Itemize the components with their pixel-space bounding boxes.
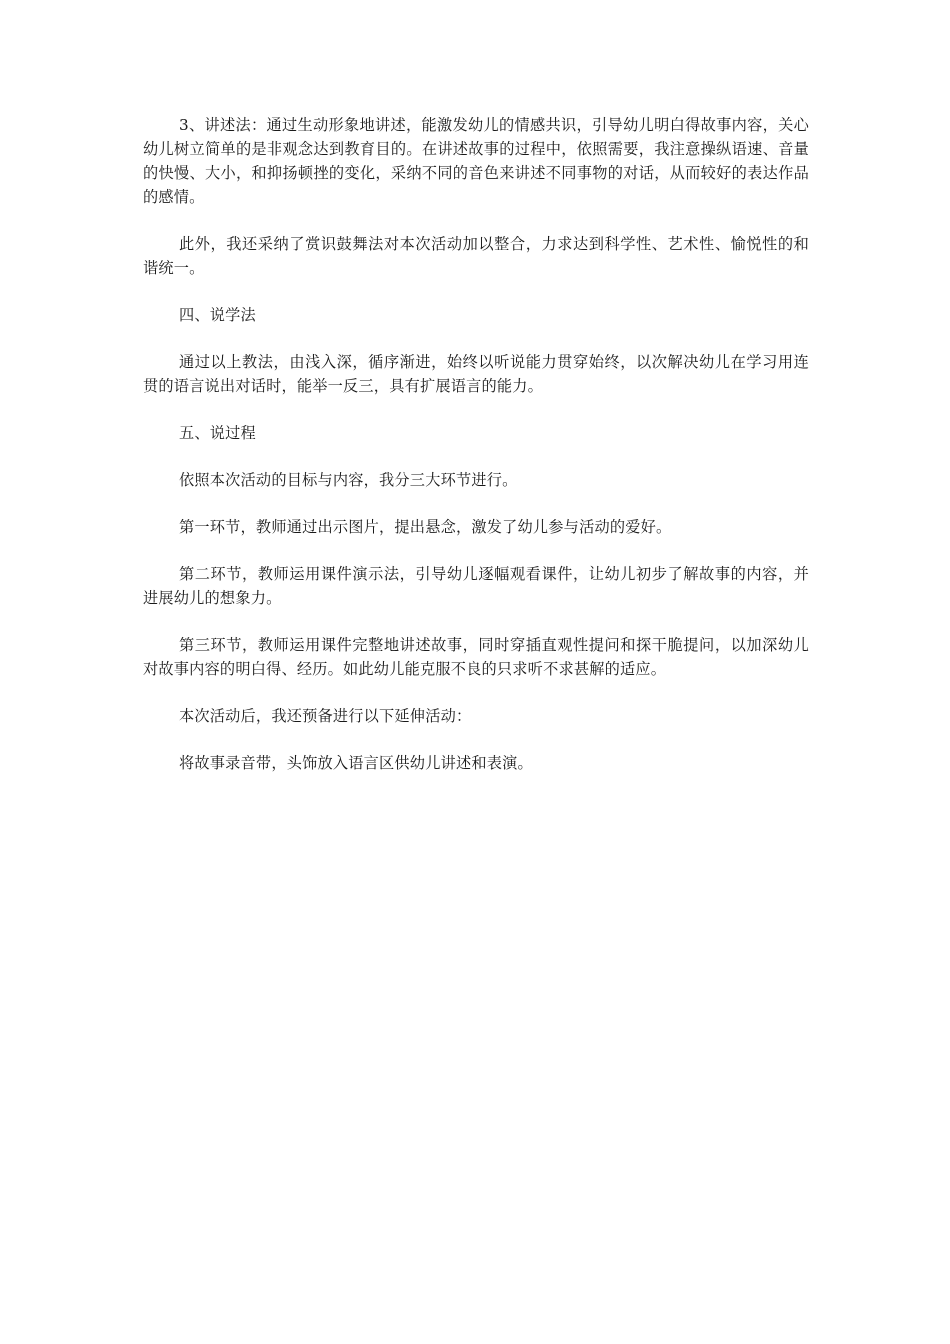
document-body [143, 113, 809, 798]
paragraph-extension-intro: 本次活动后，我还预备进行以下延伸活动： [179, 707, 472, 725]
paragraph-step-two: 第二环节，教师运用课件演示法，引导幼儿逐幅观看课件，让幼儿初步了解故事的内容，并进展幼儿的想象力。 [143, 565, 809, 607]
paragraph-encouragement-method: 此外，我还采纳了赏识鼓舞法对本次活动加以整合，力求达到科学性、艺术性、愉悦性的和谐统一。 [143, 235, 809, 277]
paragraph-step-one: 第一环节，教师通过出示图片，提出悬念，激发了幼儿参与活动的爱好。 [179, 518, 672, 536]
section-heading-learning-method: 四、说学法 [179, 306, 256, 324]
paragraph-narration-method: 3、讲述法：通过生动形象地讲述，能激发幼儿的情感共识，引导幼儿明白得故事内容，关心幼儿树立简单的是非观念达到教育目的。在讲述故事的过程中，依照需要，我注意操纵语速、音量的快慢、大小，和抑扬顿挫的变化，采纳不同的音色来讲述不同事物的对话，从而较好的表达作品的感情。 [143, 116, 809, 206]
paragraph-process-intro: 依照本次活动的目标与内容，我分三大环节进行。 [179, 471, 518, 489]
paragraph-step-three: 第三环节，教师运用课件完整地讲述故事，同时穿插直观性提问和探干脆提问，以加深幼儿对故事内容的明白得、经历。如此幼儿能克服不良的只求听不求甚解的适应。 [143, 636, 809, 678]
paragraph-learning-method: 通过以上教法，由浅入深，循序渐进，始终以听说能力贯穿始终，以次解决幼儿在学习用连贯的语言说出对话时，能举一反三，具有扩展语言的能力。 [143, 353, 809, 395]
paragraph-extension-activity: 将故事录音带，头饰放入语言区供幼儿讲述和表演。 [179, 754, 533, 772]
section-heading-process: 五、说过程 [179, 424, 256, 442]
